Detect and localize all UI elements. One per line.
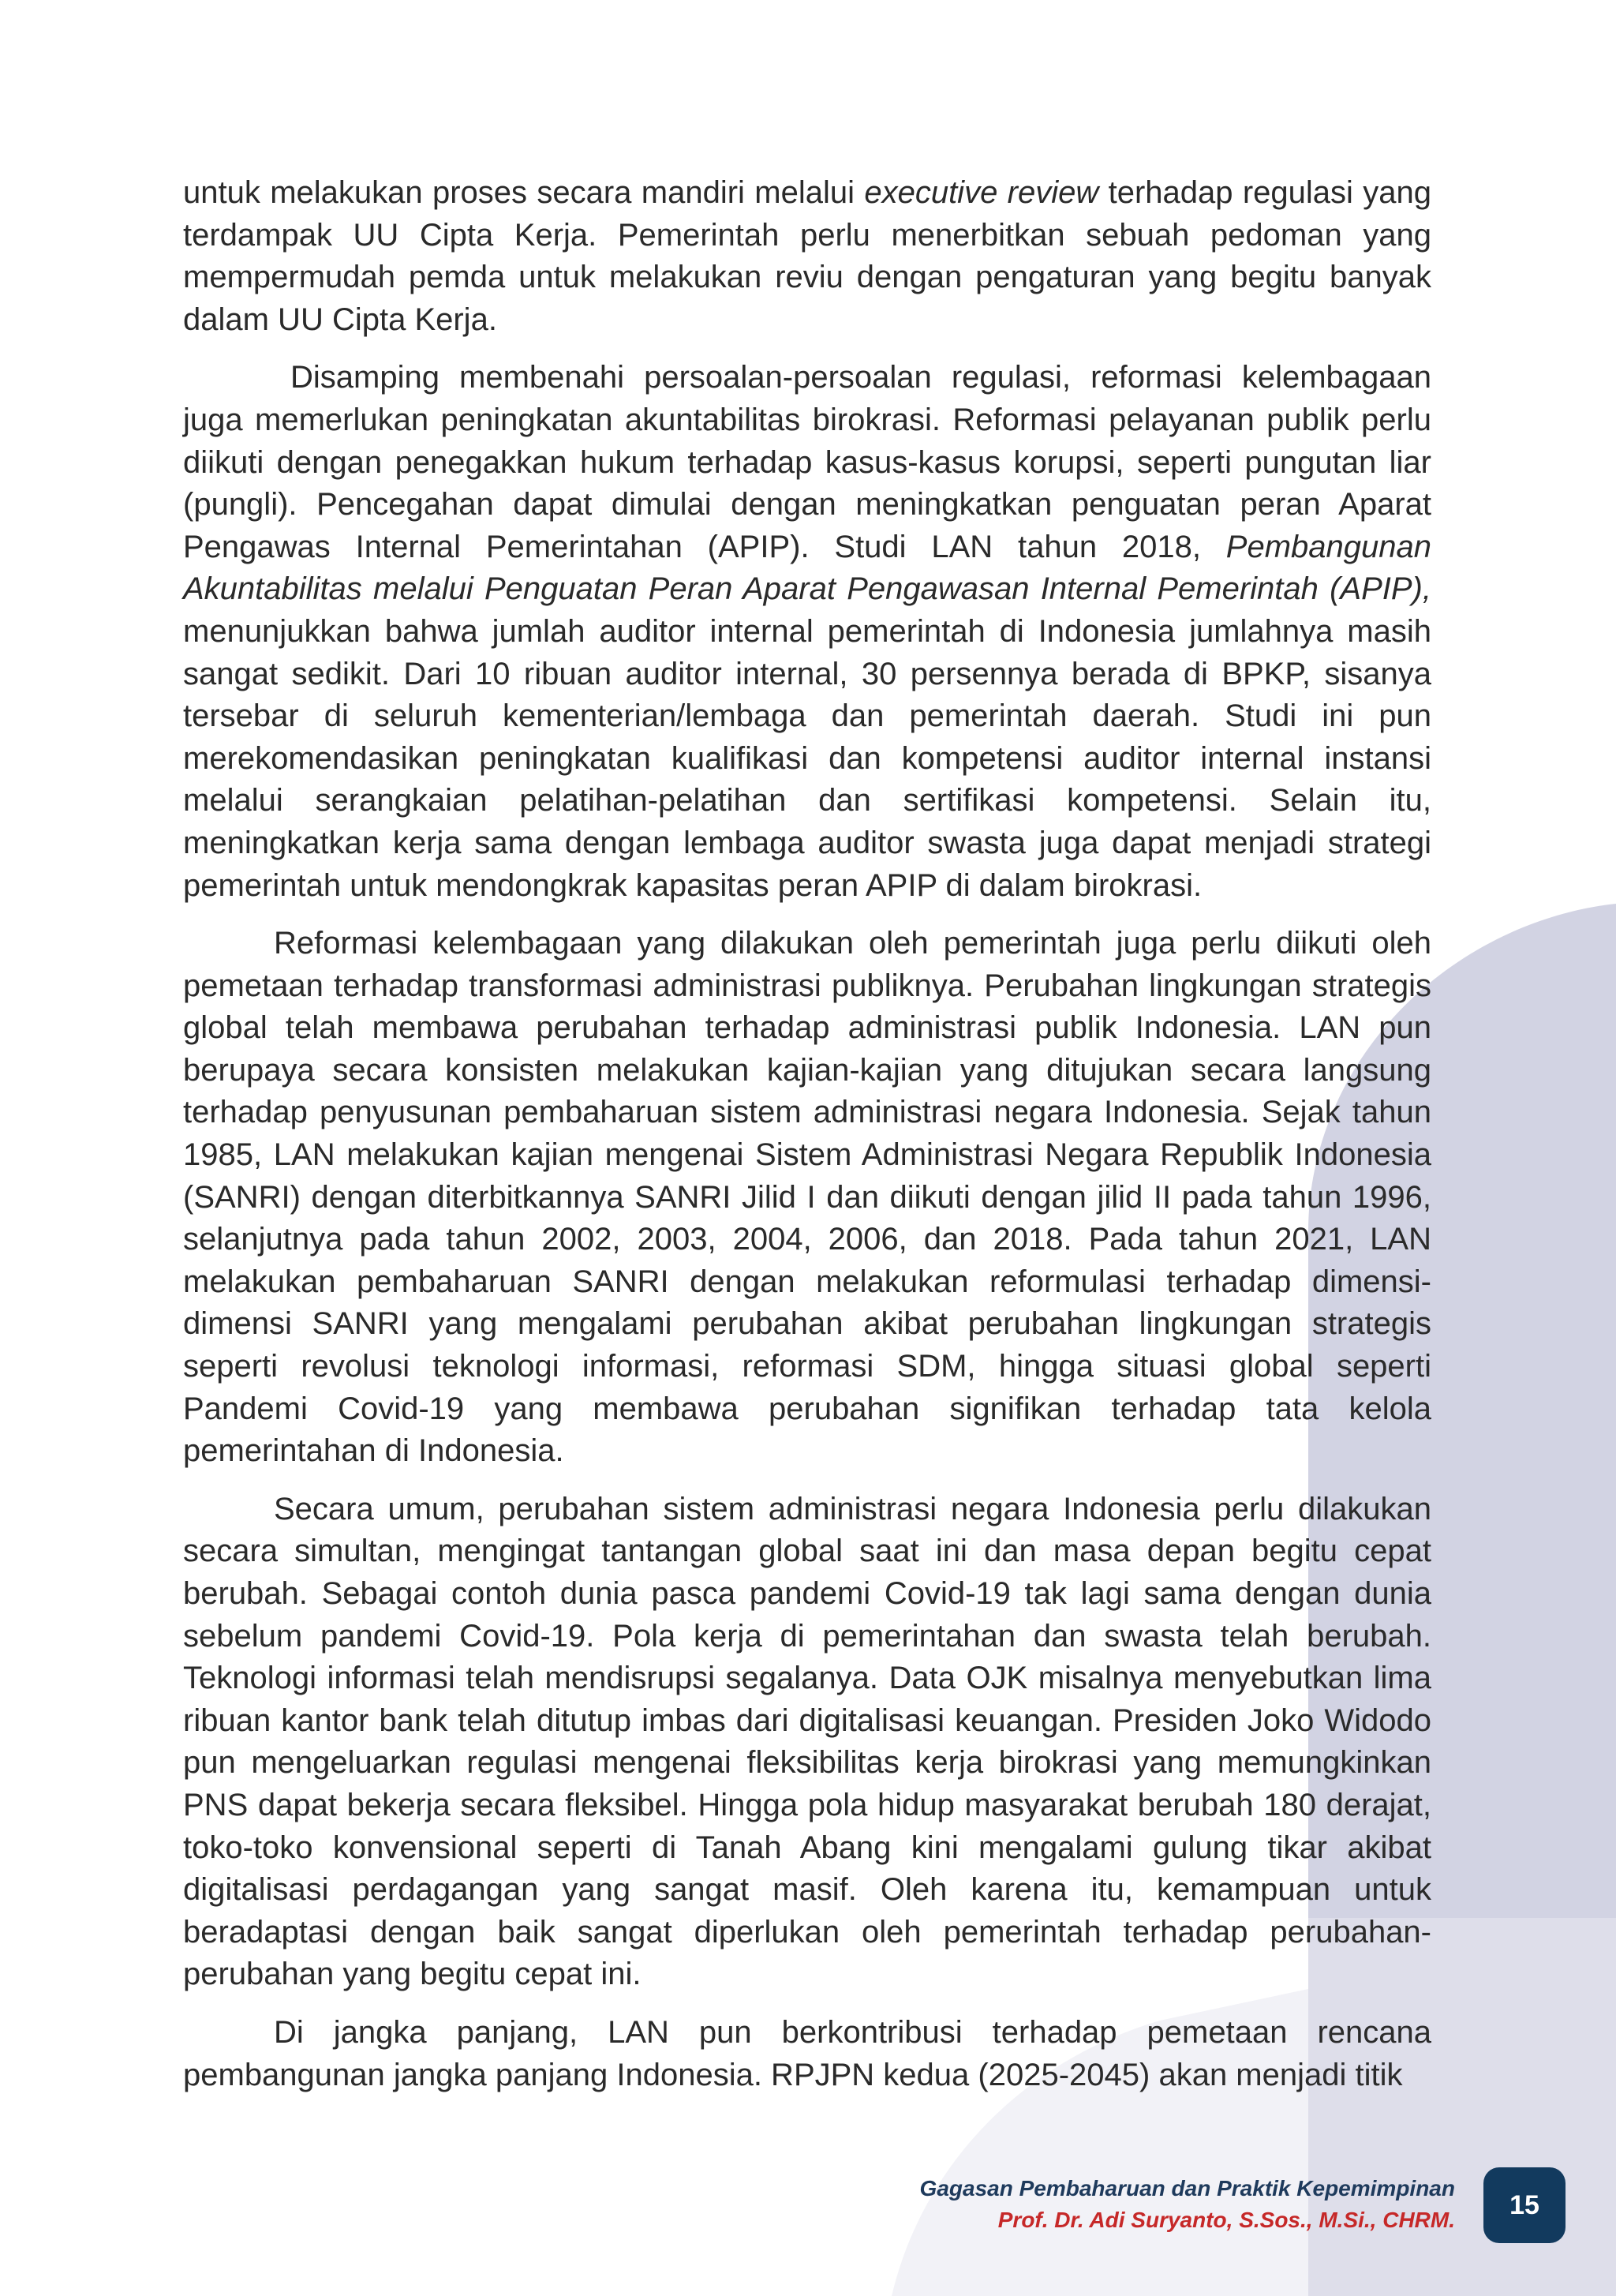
page-footer bbox=[920, 2173, 1455, 2236]
paragraph bbox=[183, 923, 1431, 1473]
paragraph bbox=[183, 357, 1431, 907]
body-text bbox=[183, 172, 1431, 2112]
italic-text-segment: executive review bbox=[864, 175, 1099, 210]
paragraph bbox=[183, 2012, 1431, 2096]
footer-book-title: Gagasan Pembaharuan dan Praktik Kepemimpinan bbox=[919, 2176, 1455, 2200]
text-segment: Reformasi kelembagaan yang dilakukan oleh pemerintah juga perlu diikuti oleh pemetaan terhadap transformasi administrasi publiknya. Perubahan lingkungan strategis global telah membawa perubahan terhadap administrasi publik Indonesia. LAN pun berupaya secara konsisten melakukan kajian-kajian yang ditujukan secara langsung terhadap penyusunan pembaharuan sistem administrasi negara Indonesia. Sejak tahun 1985, LAN melakukan kajian mengenai Sistem Administrasi Negara Republik Indonesia (SANRI) dengan diterbitkannya SANRI Jilid I dan diikuti dengan jilid II pada tahun 1996, selanjutnya pada tahun 2002, 2003, 2004, 2006, dan 2018. Pada tahun 2021, LAN melakukan pembaharuan SANRI dengan melakukan reformulasi terhadap dimensi-dimensi SANRI yang mengalami perubahan akibat perubahan lingkungan strategis seperti revolusi teknologi informasi, reformasi SDM, hingga situasi global seperti Pandemi Covid-19 yang membawa perubahan signifikan terhadap tata kelola pemerintahan di Indonesia. bbox=[183, 926, 1431, 1469]
text-segment: Secara umum, perubahan sistem administrasi negara Indonesia perlu dilakukan secara simultan, mengingat tantangan global saat ini dan masa depan begitu cepat berubah. Sebagai contoh dunia pasca pandemi Covid-19 tak lagi sama dengan dunia sebelum pandemi Covid-19. Pola kerja di pemerintahan dan swasta telah berubah. Teknologi informasi telah mendisrupsi segalanya. Data OJK misalnya menyebutkan lima ribuan kantor bank telah ditutup imbas dari digitalisasi keuangan. Presiden Joko Widodo pun mengeluarkan regulasi mengenai fleksibilitas kerja birokrasi yang memungkinkan PNS dapat bekerja secara fleksibel. Hingga pola hidup masyarakat berubah 180 derajat, toko-toko konvensional seperti di Tanah Abang kini mengalami gulung tikar akibat digitalisasi perdagangan yang sangat masif. Oleh karena itu, kemampuan untuk beradaptasi dengan baik sangat diperlukan oleh pemerintah terhadap perubahan-perubahan yang begitu cepat ini. bbox=[183, 1491, 1431, 1992]
text-segment: menunjukkan bahwa jumlah auditor internal pemerintah di Indonesia jumlahnya masih sangat sedikit. Dari 10 ribuan auditor internal, 30 persennya berada di BPKP, sisanya tersebar di seluruh kementerian/lembaga dan pemerintah daerah. Studi ini pun merekomendasikan peningkatan kualifikasi dan kompetensi auditor internal instansi melalui serangkaian pelatihan-pelatihan dan sertifikasi kompetensi. Selain itu, meningkatkan kerja sama dengan lembaga auditor swasta juga dapat menjadi strategi pemerintah untuk mendongkrak kapasitas peran APIP di dalam birokrasi. bbox=[183, 613, 1431, 903]
page-number-badge: 15 bbox=[1483, 2167, 1566, 2243]
paragraph bbox=[183, 1489, 1431, 1996]
text-segment: untuk melakukan proses secara mandiri melalui bbox=[183, 175, 865, 210]
footer-author: Prof. Dr. Adi Suryanto, S.Sos., M.Si., CHRM. bbox=[997, 2208, 1455, 2232]
text-segment: terhadap regulasi yang terdampak UU Cipta Kerja. Pemerintah perlu menerbitkan sebuah pedoman yang mempermudah pemda untuk melakukan reviu dengan pengaturan yang begitu banyak dalam UU Cipta Kerja. bbox=[183, 175, 1431, 337]
text-segment: Di jangka panjang, LAN pun berkontribusi terhadap pemetaan rencana pembangunan jangka panjang Indonesia. RPJPN kedua (2025-2045) akan menjadi titik bbox=[183, 2014, 1431, 2092]
text-segment: Disamping membenahi persoalan-persoalan regulasi, reformasi kelembagaan juga memerlukan peningkatan akuntabilitas birokrasi. Reformasi pelayanan publik perlu diikuti dengan penegakkan hukum terhadap kasus-kasus korupsi, seperti pungutan liar (pungli). Pencegahan dapat dimulai dengan meningkatkan penguatan peran Aparat Pengawas Internal Pemerintahan (APIP). Studi LAN tahun 2018, bbox=[183, 360, 1431, 564]
italic-text-segment: Pembangunan Akuntabilitas melalui Penguatan Peran Aparat Pengawasan Internal Pemerintah (APIP), bbox=[183, 529, 1431, 607]
paragraph bbox=[183, 172, 1431, 341]
